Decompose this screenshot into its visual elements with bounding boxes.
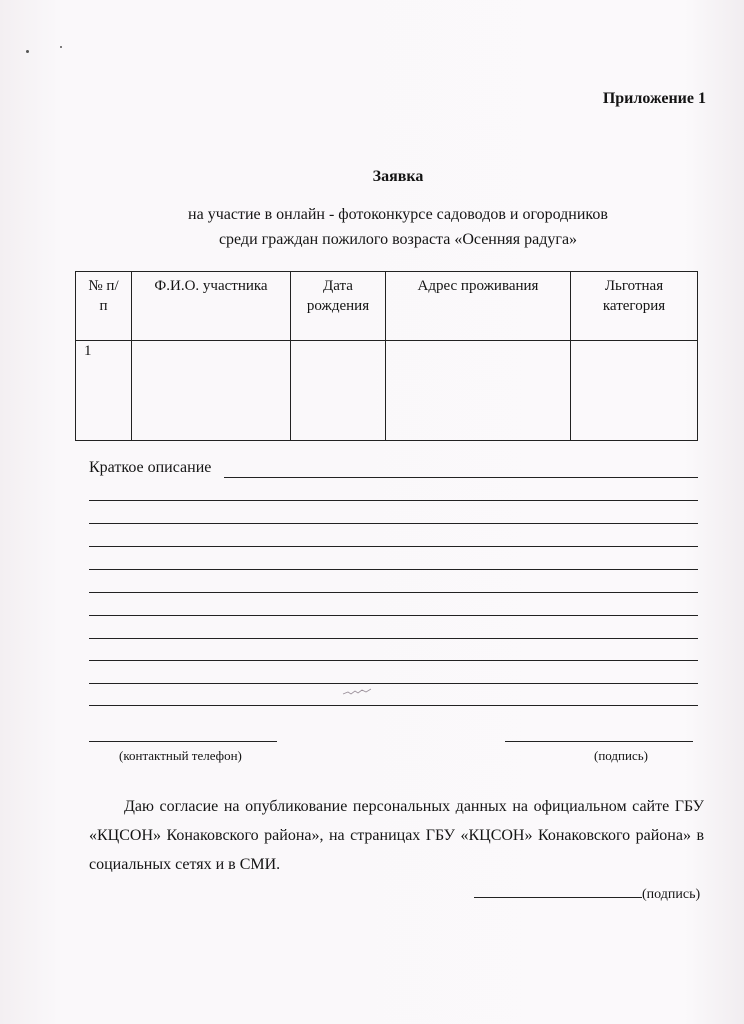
signature-caption: (подпись) <box>594 748 648 763</box>
scan-speck <box>60 46 62 48</box>
table-header-row <box>76 272 698 341</box>
table-cell-category <box>571 341 698 441</box>
table-cell-address <box>386 341 571 441</box>
description-line <box>89 683 698 684</box>
description-line <box>89 638 698 639</box>
description-line <box>89 705 698 706</box>
description-line <box>89 615 698 616</box>
table-row <box>76 341 698 441</box>
table-cell-name <box>132 341 291 441</box>
pencil-mark <box>342 688 372 696</box>
description-line <box>89 569 698 570</box>
description-line <box>89 592 698 593</box>
subtitle-line-2: среди граждан пожилого возраста «Осенняя радуга» <box>218 231 578 248</box>
description-line <box>89 660 698 661</box>
description-line <box>89 546 698 547</box>
consent-signature-caption: (подпись) <box>642 887 701 902</box>
column-header-name: Ф.И.О. участника <box>132 272 291 341</box>
description-line <box>89 523 698 524</box>
signature-line <box>505 741 693 742</box>
column-header-address: Адрес проживания <box>386 272 571 341</box>
column-header-category: Льготная категория <box>571 272 698 341</box>
description-line <box>224 477 698 478</box>
application-table <box>75 271 698 441</box>
table-cell-number: 1 <box>76 341 132 441</box>
column-header-number: № п/п <box>76 272 132 341</box>
contact-phone-line <box>89 741 277 742</box>
table-cell-birth-date <box>291 341 386 441</box>
document-title: Заявка <box>372 168 424 185</box>
description-line <box>89 500 698 501</box>
consent-signature-line <box>474 897 642 898</box>
scan-speck <box>26 50 29 53</box>
subtitle-line-1: на участие в онлайн - фотоконкурсе садоводов и огородников <box>188 206 608 223</box>
appendix-label: Приложение 1 <box>602 90 706 107</box>
consent-paragraph: Даю согласие на опубликование персональных данных на официальном сайте ГБУ «КЦСОН» Конаковского района», на страницах ГБУ «КЦСОН» Конаковского района» в социальных сетях и в СМИ. <box>89 798 704 873</box>
consent-signature <box>474 887 700 903</box>
column-header-birth-date: Дата рождения <box>291 272 386 341</box>
contact-phone-caption: (контактный телефон) <box>119 748 242 763</box>
description-label: Краткое описание <box>89 459 212 476</box>
